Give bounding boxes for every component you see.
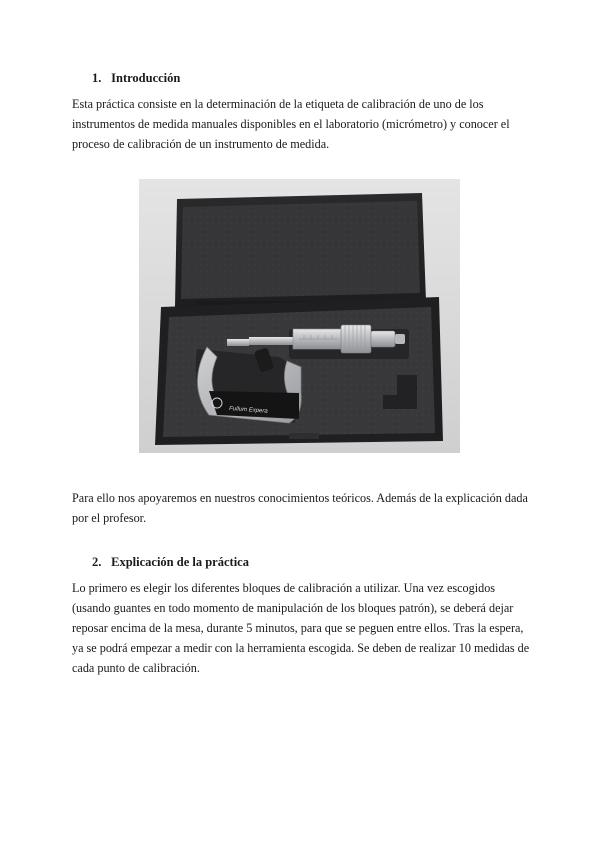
micrometer-photo (139, 179, 460, 453)
section-title: Explicación de la práctica (111, 555, 249, 569)
support-paragraph: Para ello nos apoyaremos en nuestros conocimientos teóricos. Además de la explicación dada por el profesor. (72, 491, 528, 525)
section-heading-explicacion (92, 555, 249, 570)
section-number: 2. (92, 555, 102, 569)
section-heading-introduccion (92, 71, 180, 86)
intro-paragraph: Esta práctica consiste en la determinación de la etiqueta de calibración de uno de los instrumentos de medida manuales disponibles en el laboratorio (micrómetro) y conocer el proceso de calibración de un instrumento de medida. (72, 97, 510, 151)
brand-text: Fullum Expera (228, 406, 268, 415)
section-number: 1. (92, 71, 102, 85)
explanation-paragraph: Lo primero es elegir los diferentes bloques de calibración a utilizar. Una vez escogidos (usando guantes en todo momento de manipulación de los bloques patrón), se deberá dejar reposar encima de la mesa, durante 5 minutos, para que se peguen entre ellos. Tras la espera, ya se podrá empezar a medir con la herramienta escogida. Se deben de realizar 10 medidas de cada punto de calibración. (72, 581, 530, 675)
section-title: Introducción (111, 71, 181, 85)
